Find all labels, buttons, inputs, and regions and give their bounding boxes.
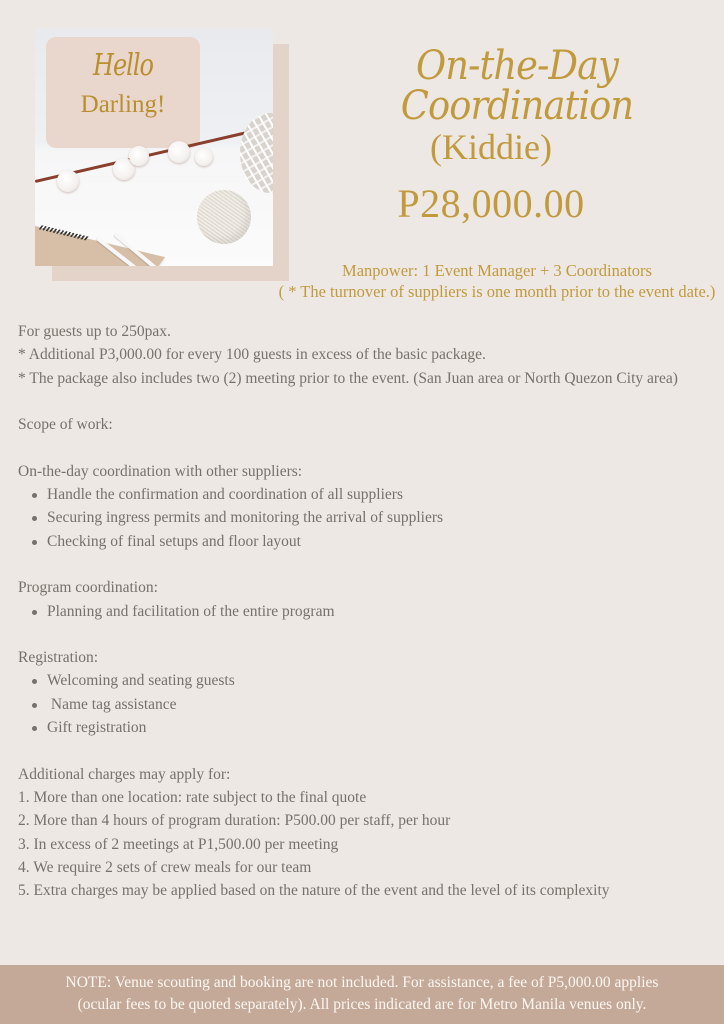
list-item: Checking of final setups and floor layout	[32, 530, 718, 553]
twine-ball-icon	[197, 190, 251, 244]
list-item: Name tag assistance	[32, 693, 718, 716]
guest-limit: For guests up to 250pax.	[18, 323, 171, 340]
note-line-1: NOTE: Venue scouting and booking are not included. For assistance, a fee of P5,000.00 applies	[65, 974, 659, 991]
package-details	[18, 320, 718, 902]
package-price: P28,000.00	[397, 181, 585, 226]
list-item: Gift registration	[32, 716, 718, 739]
decorative-photo	[35, 28, 273, 266]
section-heading-suppliers: On-the-day coordination with other suppliers:	[18, 462, 303, 480]
greeting-card	[46, 37, 200, 148]
charge-item: 4. We require 2 sets of crew meals for our team	[18, 858, 312, 876]
title-block	[290, 45, 724, 227]
cotton-boll-icon	[168, 141, 190, 163]
package-subtitle: (Kiddie)	[430, 127, 552, 167]
manpower-text: Manpower: 1 Event Manager + 3 Coordinators	[342, 261, 652, 280]
charges-heading: Additional charges may apply for:	[18, 765, 231, 783]
greeting-hello-text: Hello	[93, 47, 153, 83]
cotton-boll-icon	[195, 148, 213, 166]
additional-guests-note: * Additional P3,000.00 for every 100 guests in excess of the basic package.	[18, 346, 486, 364]
list-item: Welcoming and seating guests	[32, 669, 718, 692]
title-line-2: Coordination	[400, 83, 634, 129]
charge-item: 1. More than one location: rate subject to the final quote	[18, 788, 367, 806]
charge-item: 3. In excess of 2 meetings at P1,500.00 per meeting	[18, 835, 339, 853]
charge-item: 5. Extra charges may be applied based on the nature of the event and the level of its complexity	[18, 882, 610, 900]
list-item: Handle the confirmation and coordination of all suppliers	[32, 483, 718, 506]
meetings-note: * The package also includes two (2) meeting prior to the event. (San Juan area or North Quezon City area)	[18, 369, 678, 387]
list-item: Planning and facilitation of the entire program	[32, 600, 718, 623]
venue-note-bar	[0, 965, 724, 1024]
turnover-note: ( * The turnover of suppliers is one month prior to the event date.)	[278, 282, 716, 301]
title-line-1: On-the-Day	[415, 43, 619, 89]
cotton-boll-icon	[57, 170, 79, 192]
list-item: Securing ingress permits and monitoring the arrival of suppliers	[32, 506, 718, 529]
cotton-boll-icon	[129, 146, 149, 166]
suppliers-list	[18, 483, 718, 553]
notebook-spiral-icon	[39, 225, 90, 240]
manpower-block	[270, 260, 724, 302]
registration-list	[18, 669, 718, 739]
scope-heading: Scope of work:	[18, 416, 113, 434]
charge-item: 2. More than 4 hours of program duration: P500.00 per staff, per hour	[18, 812, 451, 830]
note-line-2: (ocular fees to be quoted separately). All prices indicated are for Metro Manila venues only.	[77, 996, 647, 1013]
section-heading-registration: Registration:	[18, 649, 99, 667]
section-heading-program: Program coordination:	[18, 579, 158, 597]
program-list	[18, 600, 718, 623]
greeting-darling-text: Darling!	[80, 91, 166, 118]
